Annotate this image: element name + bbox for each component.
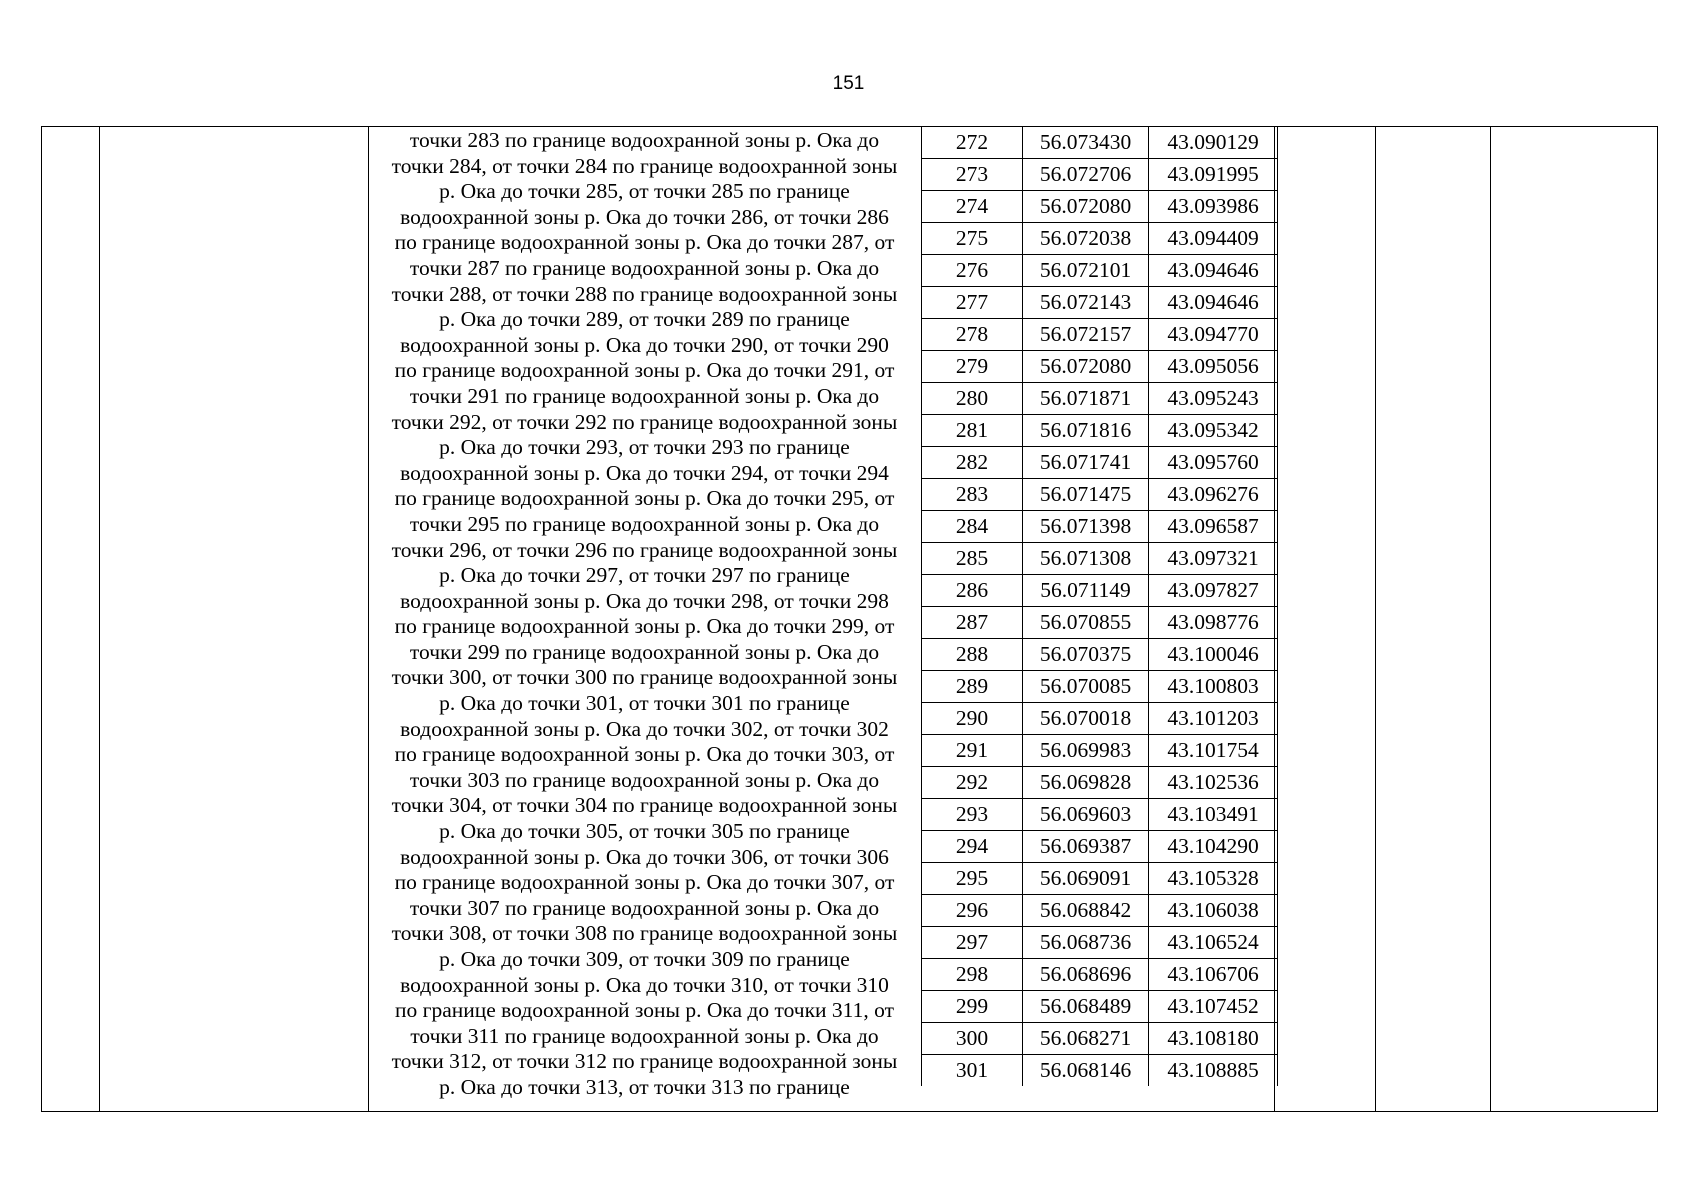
point-number-cell: 288 [922,639,1023,671]
table-row [922,319,1278,351]
description-line: точки 295 по границе водоохранной зоны р. Ока до [409,511,880,536]
latitude-cell: 56.068842 [1023,895,1149,927]
point-number-cell: 295 [922,863,1023,895]
longitude-cell: 43.106038 [1149,895,1278,927]
table-row [922,255,1278,287]
table-row [922,1055,1278,1087]
table-row [922,127,1278,159]
column-divider [1375,127,1376,1111]
latitude-cell: 56.072038 [1023,223,1149,255]
description-line: точки 307 по границе водоохранной зоны р. Ока до [409,895,880,920]
point-number-cell: 293 [922,799,1023,831]
description-line: по границе водоохранной зоны р. Ока до точки 291, от [394,358,895,383]
latitude-cell: 56.071398 [1023,511,1149,543]
latitude-cell: 56.071816 [1023,415,1149,447]
latitude-cell: 56.069603 [1023,799,1149,831]
table-row [922,863,1278,895]
boundary-table [41,126,1658,1112]
table-row [922,543,1278,575]
latitude-cell: 56.068736 [1023,927,1149,959]
column-divider [1490,127,1491,1111]
latitude-cell: 56.068696 [1023,959,1149,991]
latitude-cell: 56.069828 [1023,767,1149,799]
description-line: точки 296, от точки 296 по границе водоохранной зоны [391,537,898,562]
description-line: по границе водоохранной зоны р. Ока до точки 307, от [394,870,895,895]
table-row [922,959,1278,991]
latitude-cell: 56.068489 [1023,991,1149,1023]
description-line: р. Ока до точки 305, от точки 305 по границе [439,819,850,844]
description-line: р. Ока до точки 293, от точки 293 по границе [439,435,850,460]
latitude-cell: 56.071871 [1023,383,1149,415]
longitude-cell: 43.095243 [1149,383,1278,415]
table-row [922,223,1278,255]
latitude-cell: 56.070085 [1023,671,1149,703]
latitude-cell: 56.071308 [1023,543,1149,575]
point-number-cell: 274 [922,191,1023,223]
latitude-cell: 56.071149 [1023,575,1149,607]
description-line: р. Ока до точки 313, от точки 313 по границе [439,1074,850,1099]
table-row [922,383,1278,415]
description-line: точки 292, от точки 292 по границе водоохранной зоны [391,409,898,434]
description-line: водоохранной зоны р. Ока до точки 286, от точки 286 [400,204,889,229]
table-row [922,511,1278,543]
table-row [922,1023,1278,1055]
latitude-cell: 56.070018 [1023,703,1149,735]
longitude-cell: 43.097321 [1149,543,1278,575]
table-row [922,671,1278,703]
latitude-cell: 56.070855 [1023,607,1149,639]
point-number-cell: 298 [922,959,1023,991]
point-number-cell: 285 [922,543,1023,575]
description-line: точки 304, от точки 304 по границе водоохранной зоны [391,793,898,818]
point-number-cell: 275 [922,223,1023,255]
description-line: по границе водоохранной зоны р. Ока до точки 311, от [395,998,894,1023]
latitude-cell: 56.068271 [1023,1023,1149,1055]
point-number-cell: 277 [922,287,1023,319]
latitude-cell: 56.072157 [1023,319,1149,351]
table-row [922,799,1278,831]
description-line: р. Ока до точки 309, от точки 309 по границе [439,947,850,971]
point-number-cell: 280 [922,383,1023,415]
description-line: водоохранной зоны р. Ока до точки 298, от точки 298 [400,588,889,613]
description-line: точки 288, от точки 288 по границе водоохранной зоны [391,281,898,306]
description-line: р. Ока до точки 285, от точки 285 по границе [439,179,850,204]
point-number-cell: 299 [922,991,1023,1023]
description-line: точки 287 по границе водоохранной зоны р. Ока до [409,255,880,280]
description-line: водоохранной зоны р. Ока до точки 294, от точки 294 [400,460,889,485]
description-line: по границе водоохранной зоны р. Ока до точки 295, от [394,486,895,511]
longitude-cell: 43.106706 [1149,959,1278,991]
point-number-cell: 301 [922,1055,1023,1087]
longitude-cell: 43.094646 [1149,287,1278,319]
table-row [922,191,1278,223]
latitude-cell: 56.072080 [1023,351,1149,383]
description-line: водоохранной зоны р. Ока до точки 310, от точки 310 [400,972,889,997]
table-row [922,735,1278,767]
longitude-cell: 43.095760 [1149,447,1278,479]
point-number-cell: 292 [922,767,1023,799]
description-line: р. Ока до точки 297, от точки 297 по границе [439,563,850,588]
description-line: точки 291 по границе водоохранной зоны р. Ока до [409,383,880,408]
longitude-cell: 43.106524 [1149,927,1278,959]
point-number-cell: 297 [922,927,1023,959]
table-row [922,767,1278,799]
longitude-cell: 43.105328 [1149,863,1278,895]
longitude-cell: 43.094770 [1149,319,1278,351]
longitude-cell: 43.108885 [1149,1055,1278,1087]
table-row [922,447,1278,479]
longitude-cell: 43.101754 [1149,735,1278,767]
description-line: водоохранной зоны р. Ока до точки 290, от точки 290 [400,332,889,357]
longitude-cell: 43.093986 [1149,191,1278,223]
longitude-cell: 43.090129 [1149,127,1278,159]
longitude-cell: 43.095056 [1149,351,1278,383]
latitude-cell: 56.070375 [1023,639,1149,671]
longitude-cell: 43.103491 [1149,799,1278,831]
description-line: точки 284, от точки 284 по границе водоохранной зоны [391,153,898,178]
point-number-cell: 281 [922,415,1023,447]
point-number-cell: 282 [922,447,1023,479]
description-line: точки 312, от точки 312 по границе водоохранной зоны [391,1049,898,1074]
description-line: точки 299 по границе водоохранной зоны р. Ока до [409,639,880,664]
point-number-cell: 289 [922,671,1023,703]
point-number-cell: 284 [922,511,1023,543]
description-line: точки 283 по границе водоохранной зоны р. Ока до [409,128,880,152]
description-line: водоохранной зоны р. Ока до точки 306, от точки 306 [400,844,889,869]
latitude-cell: 56.072080 [1023,191,1149,223]
latitude-cell: 56.072143 [1023,287,1149,319]
description-line: точки 311 по границе водоохранной зоны р. Ока до [410,1023,879,1048]
description-line: по границе водоохранной зоны р. Ока до точки 287, от [394,230,895,255]
point-number-cell: 291 [922,735,1023,767]
coordinates-table [921,127,1278,1086]
latitude-cell: 56.072706 [1023,159,1149,191]
table-row [922,607,1278,639]
longitude-cell: 43.095342 [1149,415,1278,447]
longitude-cell: 43.104290 [1149,831,1278,863]
point-number-cell: 273 [922,159,1023,191]
description-line: р. Ока до точки 289, от точки 289 по границе [439,307,850,332]
point-number-cell: 300 [922,1023,1023,1055]
table-row [922,991,1278,1023]
point-number-cell: 296 [922,895,1023,927]
longitude-cell: 43.094409 [1149,223,1278,255]
latitude-cell: 56.069091 [1023,863,1149,895]
table-row [922,287,1278,319]
column-divider [99,127,100,1111]
latitude-cell: 56.068146 [1023,1055,1149,1087]
longitude-cell: 43.094646 [1149,255,1278,287]
point-number-cell: 286 [922,575,1023,607]
table-row [922,927,1278,959]
point-number-cell: 283 [922,479,1023,511]
point-number-cell: 279 [922,351,1023,383]
table-row [922,895,1278,927]
longitude-cell: 43.102536 [1149,767,1278,799]
longitude-cell: 43.098776 [1149,607,1278,639]
page-number: 151 [832,73,865,94]
description-line: точки 300, от точки 300 по границе водоохранной зоны [391,665,898,690]
description-line: водоохранной зоны р. Ока до точки 302, от точки 302 [400,716,889,741]
table-row [922,415,1278,447]
description-line: по границе водоохранной зоны р. Ока до точки 299, от [394,614,895,639]
latitude-cell: 56.073430 [1023,127,1149,159]
table-row [922,575,1278,607]
longitude-cell: 43.091995 [1149,159,1278,191]
longitude-cell: 43.107452 [1149,991,1278,1023]
latitude-cell: 56.071475 [1023,479,1149,511]
description-line: по границе водоохранной зоны р. Ока до точки 303, от [394,742,895,767]
table-row [922,351,1278,383]
point-number-cell: 276 [922,255,1023,287]
description-line: точки 308, от точки 308 по границе водоохранной зоны [391,921,898,946]
point-number-cell: 278 [922,319,1023,351]
description-line: точки 303 по границе водоохранной зоны р. Ока до [409,767,880,792]
latitude-cell: 56.069387 [1023,831,1149,863]
longitude-cell: 43.101203 [1149,703,1278,735]
description-line: р. Ока до точки 301, от точки 301 по границе [439,691,850,716]
longitude-cell: 43.096587 [1149,511,1278,543]
longitude-cell: 43.096276 [1149,479,1278,511]
latitude-cell: 56.069983 [1023,735,1149,767]
longitude-cell: 43.108180 [1149,1023,1278,1055]
point-number-cell: 272 [922,127,1023,159]
table-row [922,831,1278,863]
longitude-cell: 43.097827 [1149,575,1278,607]
point-number-cell: 290 [922,703,1023,735]
table-row [922,479,1278,511]
latitude-cell: 56.071741 [1023,447,1149,479]
point-number-cell: 287 [922,607,1023,639]
table-row [922,639,1278,671]
point-number-cell: 294 [922,831,1023,863]
table-row [922,703,1278,735]
longitude-cell: 43.100046 [1149,639,1278,671]
longitude-cell: 43.100803 [1149,671,1278,703]
boundary-description [368,128,921,1101]
table-row [922,159,1278,191]
latitude-cell: 56.072101 [1023,255,1149,287]
